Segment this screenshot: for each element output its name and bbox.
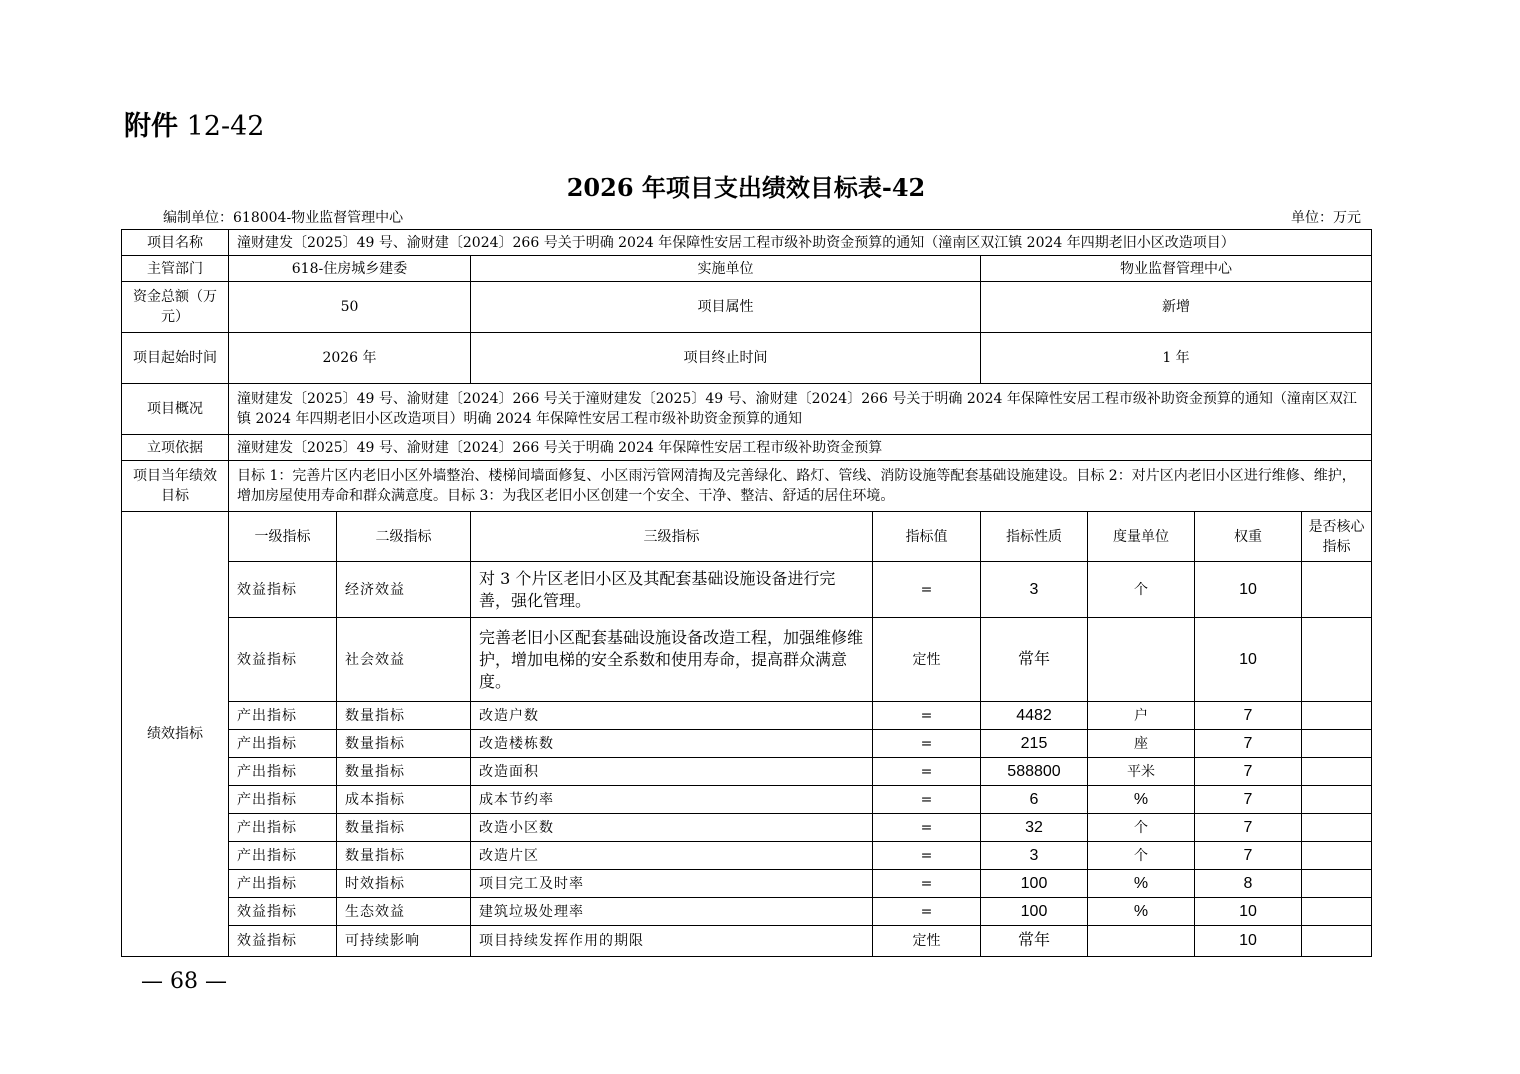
label-project-name: 项目名称: [122, 230, 229, 256]
label-start-time: 项目起始时间: [122, 333, 229, 384]
indicator-level3: 成本节约率: [471, 786, 873, 814]
indicator-level1: 产出指标: [229, 758, 337, 786]
indicator-level1: 产出指标: [229, 786, 337, 814]
header-core: 是否核心指标: [1302, 512, 1372, 562]
value-overview: 潼财建发〔2025〕49 号、渝财建〔2024〕266 号关于潼财建发〔2025〕49 号、渝财建〔2024〕266 号关于明确 2024 年保障性安居工程市级补助资金预算的通知（潼南区双江镇 2024 年四期老旧小区改造项目）明确 2024 年保障性安居工程市级补助资金预算的通知: [229, 384, 1372, 435]
label-end-time: 项目终止时间: [471, 333, 981, 384]
row-indicator-headers: [122, 512, 1372, 562]
indicator-core: [1302, 562, 1372, 618]
indicator-level1: 产出指标: [229, 730, 337, 758]
indicator-level2: 时效指标: [337, 870, 471, 898]
row-department: [122, 256, 1372, 282]
indicator-level3: 项目完工及时率: [471, 870, 873, 898]
table-row: [122, 814, 1372, 842]
indicator-core: [1302, 926, 1372, 957]
indicator-level3: 改造小区数: [471, 814, 873, 842]
attachment-number: 12-42: [186, 111, 265, 142]
table-row: [122, 618, 1372, 702]
indicator-weight: 10: [1195, 898, 1302, 926]
indicator-level2: 数量指标: [337, 758, 471, 786]
attachment-label-text: 附件: [124, 111, 178, 142]
header-level2: 二级指标: [337, 512, 471, 562]
indicator-level2: 数量指标: [337, 702, 471, 730]
indicator-level2: 可持续影响: [337, 926, 471, 957]
indicator-level3: 完善老旧小区配套基础设施设备改造工程，加强维修维护，增加电梯的安全系数和使用寿命，提高群众满意度。: [471, 618, 873, 702]
indicator-operator: =: [873, 786, 981, 814]
table-row: [122, 898, 1372, 926]
indicator-unit: [1088, 618, 1195, 702]
indicator-operator: =: [873, 870, 981, 898]
indicator-unit: [1088, 926, 1195, 957]
row-annual-goal: [122, 461, 1372, 512]
compiling-unit: 编制单位：618004-物业监督管理中心: [163, 210, 404, 226]
indicator-operator: 定性: [873, 926, 981, 957]
value-start-time: 2026 年: [229, 333, 471, 384]
indicator-value: 588800: [981, 758, 1088, 786]
indicator-value: 6: [981, 786, 1088, 814]
indicator-unit: 个: [1088, 842, 1195, 870]
indicator-core: [1302, 898, 1372, 926]
header-level3: 三级指标: [471, 512, 873, 562]
indicator-core: [1302, 814, 1372, 842]
label-implementing-unit: 实施单位: [471, 256, 981, 282]
label-department: 主管部门: [122, 256, 229, 282]
indicator-level1: 效益指标: [229, 898, 337, 926]
indicator-operator: =: [873, 898, 981, 926]
value-annual-goal: 目标 1：完善片区内老旧小区外墙整治、楼梯间墙面修复、小区雨污管网清掏及完善绿化、路灯、管线、消防设施等配套基础设施建设。目标 2：对片区内老旧小区进行维修、维护，增加房屋使用寿命和群众满意度。目标 3：为我区老旧小区创建一个安全、干净、整洁、舒适的居住环境。: [229, 461, 1372, 512]
indicator-level2: 数量指标: [337, 730, 471, 758]
label-overview: 项目概况: [122, 384, 229, 435]
table-row: [122, 562, 1372, 618]
indicator-level3: 改造楼栋数: [471, 730, 873, 758]
row-basis: [122, 435, 1372, 461]
indicator-core: [1302, 618, 1372, 702]
value-implementing-unit: 物业监督管理中心: [981, 256, 1372, 282]
indicator-unit: 个: [1088, 562, 1195, 618]
indicator-core: [1302, 758, 1372, 786]
value-project-attribute: 新增: [981, 282, 1372, 333]
indicator-level1: 效益指标: [229, 618, 337, 702]
indicator-weight: 10: [1195, 562, 1302, 618]
label-annual-goal: 项目当年绩效目标: [122, 461, 229, 512]
indicator-unit: 户: [1088, 702, 1195, 730]
indicator-unit: %: [1088, 870, 1195, 898]
indicator-level1: 产出指标: [229, 702, 337, 730]
indicator-level1: 产出指标: [229, 814, 337, 842]
indicator-level1: 效益指标: [229, 562, 337, 618]
indicator-operator: 定性: [873, 618, 981, 702]
indicator-weight: 7: [1195, 842, 1302, 870]
indicator-operator: =: [873, 730, 981, 758]
indicator-value: 3: [981, 562, 1088, 618]
table-row: [122, 786, 1372, 814]
header-operator: 指标值: [873, 512, 981, 562]
indicator-unit: 座: [1088, 730, 1195, 758]
value-basis: 潼财建发〔2025〕49 号、渝财建〔2024〕266 号关于明确 2024 年保障性安居工程市级补助资金预算: [229, 435, 1372, 461]
value-end-time: 1 年: [981, 333, 1372, 384]
indicator-level2: 成本指标: [337, 786, 471, 814]
value-project-name: 潼财建发〔2025〕49 号、渝财建〔2024〕266 号关于明确 2024 年保障性安居工程市级补助资金预算的通知（潼南区双江镇 2024 年四期老旧小区改造项目）: [229, 230, 1372, 256]
header-unit: 度量单位: [1088, 512, 1195, 562]
indicator-level1: 产出指标: [229, 842, 337, 870]
indicator-value: 100: [981, 870, 1088, 898]
label-project-attribute: 项目属性: [471, 282, 981, 333]
indicator-level3: 对 3 个片区老旧小区及其配套基础设施设备进行完善，强化管理。: [471, 562, 873, 618]
value-fund-total: 50: [229, 282, 471, 333]
indicator-value: 4482: [981, 702, 1088, 730]
indicator-level3: 项目持续发挥作用的期限: [471, 926, 873, 957]
row-overview: [122, 384, 1372, 435]
performance-table: [121, 229, 1372, 957]
indicator-value: 常年: [981, 926, 1088, 957]
indicator-value: 常年: [981, 618, 1088, 702]
indicator-unit: 平米: [1088, 758, 1195, 786]
indicator-level3: 建筑垃圾处理率: [471, 898, 873, 926]
indicator-weight: 7: [1195, 702, 1302, 730]
indicator-operator: =: [873, 842, 981, 870]
indicator-weight: 10: [1195, 926, 1302, 957]
indicator-core: [1302, 702, 1372, 730]
indicator-unit: %: [1088, 898, 1195, 926]
indicator-value: 215: [981, 730, 1088, 758]
label-fund-total: 资金总额（万元）: [122, 282, 229, 333]
indicator-level3: 改造户数: [471, 702, 873, 730]
indicator-level1: 产出指标: [229, 870, 337, 898]
table-row: [122, 758, 1372, 786]
indicator-level3: 改造片区: [471, 842, 873, 870]
indicator-weight: 8: [1195, 870, 1302, 898]
indicator-level2: 数量指标: [337, 842, 471, 870]
currency-unit: 单位：万元: [1291, 210, 1361, 226]
indicator-core: [1302, 842, 1372, 870]
indicator-level2: 社会效益: [337, 618, 471, 702]
indicator-unit: %: [1088, 786, 1195, 814]
header-nature: 指标性质: [981, 512, 1088, 562]
table-row: [122, 926, 1372, 957]
indicator-level1: 效益指标: [229, 926, 337, 957]
attachment-label: [124, 104, 264, 143]
indicator-level3: 改造面积: [471, 758, 873, 786]
indicator-level2: 经济效益: [337, 562, 471, 618]
indicator-value: 32: [981, 814, 1088, 842]
indicator-core: [1302, 730, 1372, 758]
indicator-weight: 7: [1195, 786, 1302, 814]
value-department: 618-住房城乡建委: [229, 256, 471, 282]
indicator-weight: 7: [1195, 758, 1302, 786]
indicator-unit: 个: [1088, 814, 1195, 842]
indicator-core: [1302, 870, 1372, 898]
indicator-operator: =: [873, 702, 981, 730]
header-level1: 一级指标: [229, 512, 337, 562]
indicator-core: [1302, 786, 1372, 814]
indicator-value: 3: [981, 842, 1088, 870]
indicator-weight: 10: [1195, 618, 1302, 702]
page-number: — 68 —: [141, 969, 227, 994]
row-project-name: [122, 230, 1372, 256]
row-fund: [122, 282, 1372, 333]
label-basis: 立项依据: [122, 435, 229, 461]
indicator-weight: 7: [1195, 814, 1302, 842]
indicator-operator: =: [873, 814, 981, 842]
indicator-weight: 7: [1195, 730, 1302, 758]
row-period: [122, 333, 1372, 384]
table-row: [122, 870, 1372, 898]
table-row: [122, 842, 1372, 870]
label-indicators: 绩效指标: [122, 512, 229, 957]
indicator-operator: =: [873, 562, 981, 618]
table-row: [122, 730, 1372, 758]
header-weight: 权重: [1195, 512, 1302, 562]
page-title: 2026 年项目支出绩效目标表-42: [566, 173, 926, 202]
table-row: [122, 702, 1372, 730]
indicator-level2: 数量指标: [337, 814, 471, 842]
indicator-value: 100: [981, 898, 1088, 926]
indicator-operator: =: [873, 758, 981, 786]
indicator-level2: 生态效益: [337, 898, 471, 926]
